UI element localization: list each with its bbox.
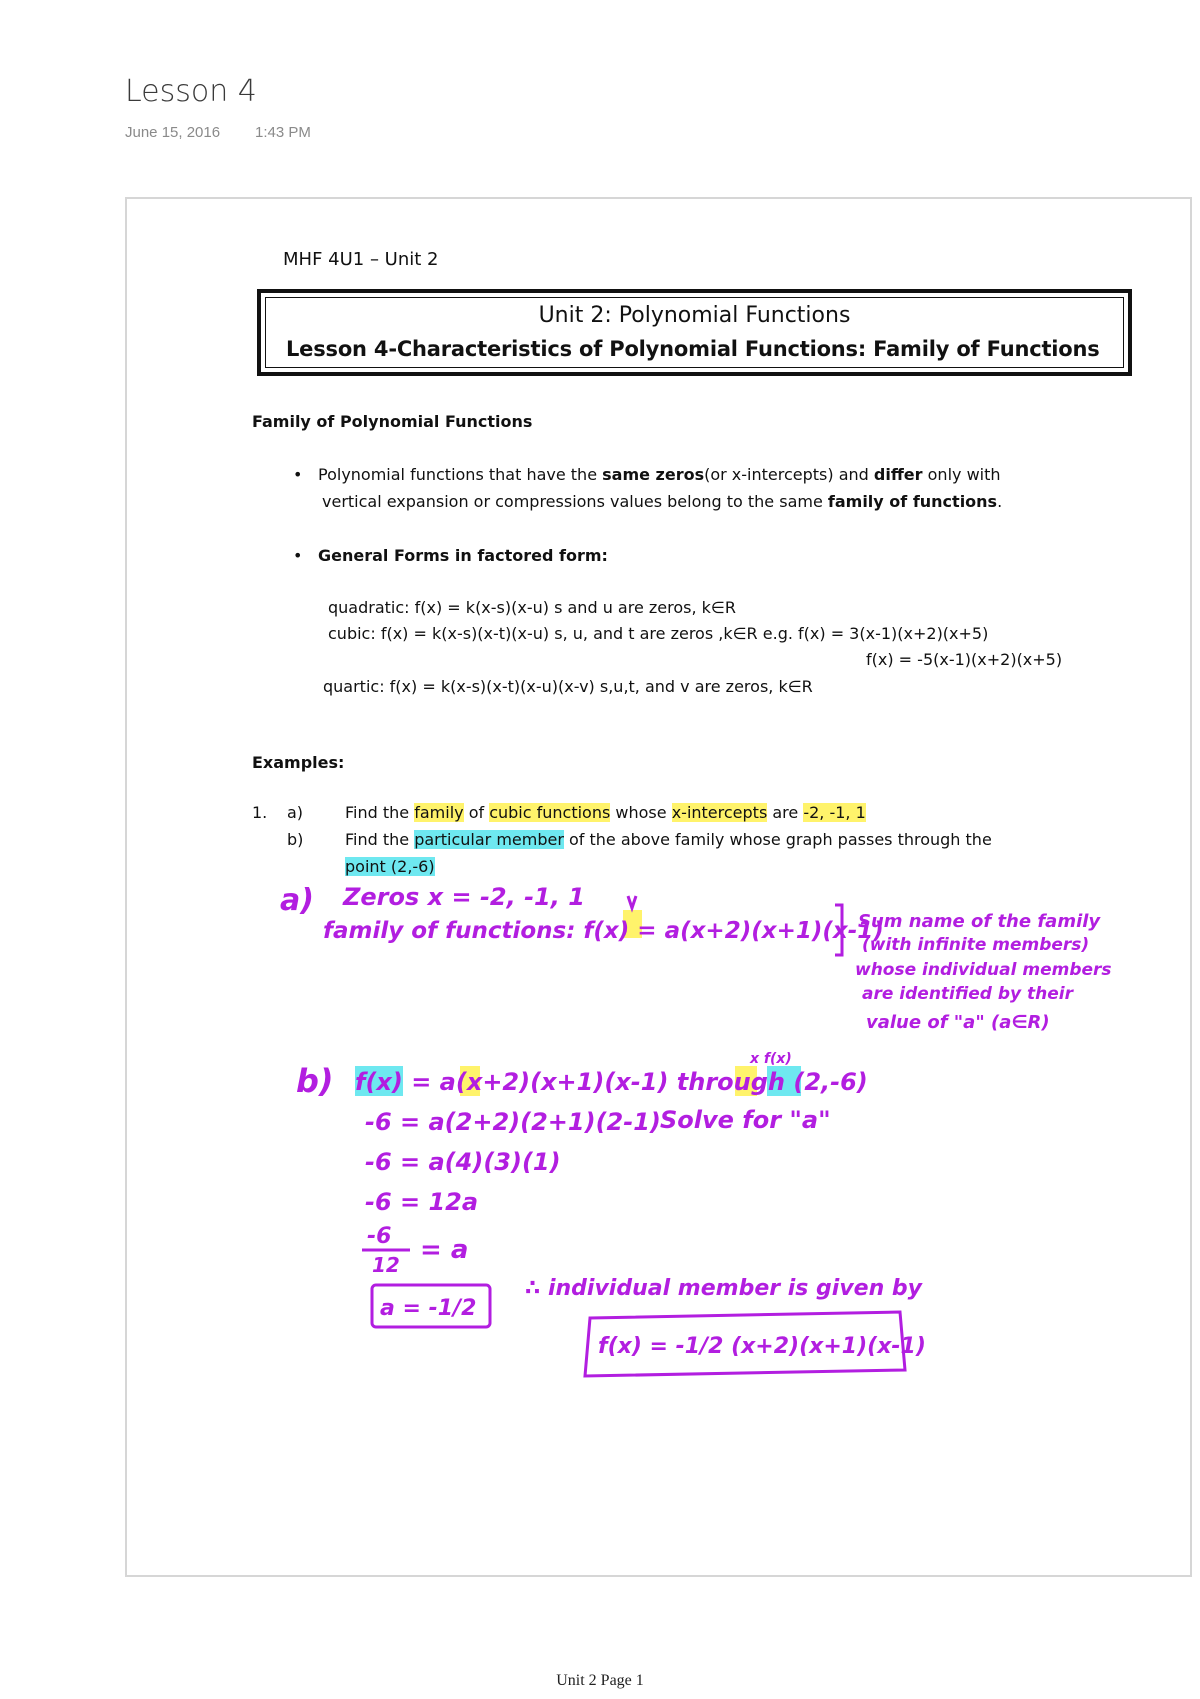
note-time: 1:43 PM <box>255 124 311 141</box>
ink-a-zeros: Zeros x = -2, -1, 1 <box>343 883 585 911</box>
form-cubic: cubic: f(x) = k(x-s)(x-t)(x-u) s, u, and t are zeros ,k∈R e.g. f(x) = 3(x-1)(x+2)(x+5) <box>328 624 989 643</box>
ink-b-point-note: x f(x) <box>750 1051 792 1067</box>
ink-a-label: a) <box>280 883 314 918</box>
bullet-dot: • <box>293 546 303 565</box>
highlight-family: family <box>414 803 464 822</box>
bullet1-text3: only with <box>922 465 1001 484</box>
ink-a-note-3: whose individual members <box>855 960 1112 980</box>
highlight-cubic-functions: cubic functions <box>489 803 611 822</box>
ink-b-solve: Solve for "a" <box>660 1106 831 1134</box>
ink-b-line2: -6 = a(2+2)(2+1)(2-1) <box>365 1108 661 1136</box>
note-date: June 15, 2016 <box>125 124 221 141</box>
highlight-particular-member: particular member <box>414 830 564 849</box>
bullet2-text: General Forms in factored form: <box>318 546 608 565</box>
examples-heading: Examples: <box>252 753 345 772</box>
unit-title: Unit 2: Polynomial Functions <box>538 303 851 328</box>
ink-b-frac-num: -6 <box>367 1224 392 1249</box>
form-cubic-example2: f(x) = -5(x-1)(x+2)(x+5) <box>866 650 1063 669</box>
ink-b-frac-den: 12 <box>372 1253 400 1277</box>
ink-b-line3: -6 = a(4)(3)(1) <box>365 1148 561 1176</box>
example-part-b-label: b) <box>287 830 304 849</box>
ink-a-note-2: (with infinite members) <box>862 935 1090 955</box>
form-quadratic: quadratic: f(x) = k(x-s)(x-u) s and u are zeros, k∈R <box>328 598 736 617</box>
course-label: MHF 4U1 – Unit 2 <box>283 249 439 270</box>
bullet1-bold-family: family of functions <box>827 492 998 511</box>
ink-arrow <box>628 896 636 908</box>
ink-b-conclusion: ∴ individual member is given by <box>525 1276 922 1301</box>
form-quartic: quartic: f(x) = k(x-s)(x-t)(x-u)(x-v) s,u,t, and v are zeros, k∈R <box>323 677 813 696</box>
text: of the above family whose graph passes through the <box>563 830 992 849</box>
ink-b-line1: f(x) = a(x+2)(x+1)(x-1) through (2,-6) <box>355 1068 868 1096</box>
ink-a-family: family of functions: f(x) = a(x+2)(x+1)(x-1) <box>323 918 884 944</box>
lesson-title: Lesson 4-Characteristics of Polynomial Functions: Family of Functions <box>286 337 1100 361</box>
text: Find the <box>345 803 415 822</box>
section-heading: Family of Polynomial Functions <box>252 412 533 431</box>
bullet1-text: Polynomial functions that have the <box>318 465 603 484</box>
text: Find the <box>345 830 415 849</box>
highlight-x-intercepts: x-intercepts <box>671 803 768 822</box>
text: of <box>463 803 490 822</box>
bullet1-period: . <box>997 492 1003 511</box>
bullet1-bold-zeros: same zeros <box>602 465 705 484</box>
example-number: 1. <box>252 803 268 822</box>
bullet1-text4: vertical expansion or compressions values belong to the same <box>322 492 828 511</box>
bullet-dot: • <box>293 465 303 484</box>
note-title: Lesson 4 <box>125 74 257 109</box>
ink-b-frac-rhs: = a <box>420 1235 469 1265</box>
example-part-a-label: a) <box>287 803 304 822</box>
text: whose <box>610 803 672 822</box>
ink-b-final: f(x) = -1/2 (x+2)(x+1)(x-1) <box>598 1334 926 1359</box>
ink-b-line4: -6 = 12a <box>365 1188 479 1216</box>
bullet1-bold-differ: differ <box>873 465 923 484</box>
ink-a-note-1: Sum name of the family <box>858 911 1101 932</box>
bullet1-text2: (or x-intercepts) and <box>704 465 874 484</box>
text: are <box>767 803 804 822</box>
ink-a-note-4: are identified by their <box>862 984 1074 1004</box>
page-footer: Unit 2 Page 1 <box>556 1672 644 1689</box>
ink-b-answer: a = -1/2 <box>380 1296 477 1321</box>
ink-a-note-5: value of "a" (a∈R) <box>866 1012 1050 1033</box>
highlight-point: point (2,-6) <box>345 857 435 876</box>
ink-b-label: b) <box>296 1062 334 1100</box>
highlight-zeros: -2, -1, 1 <box>803 803 866 822</box>
